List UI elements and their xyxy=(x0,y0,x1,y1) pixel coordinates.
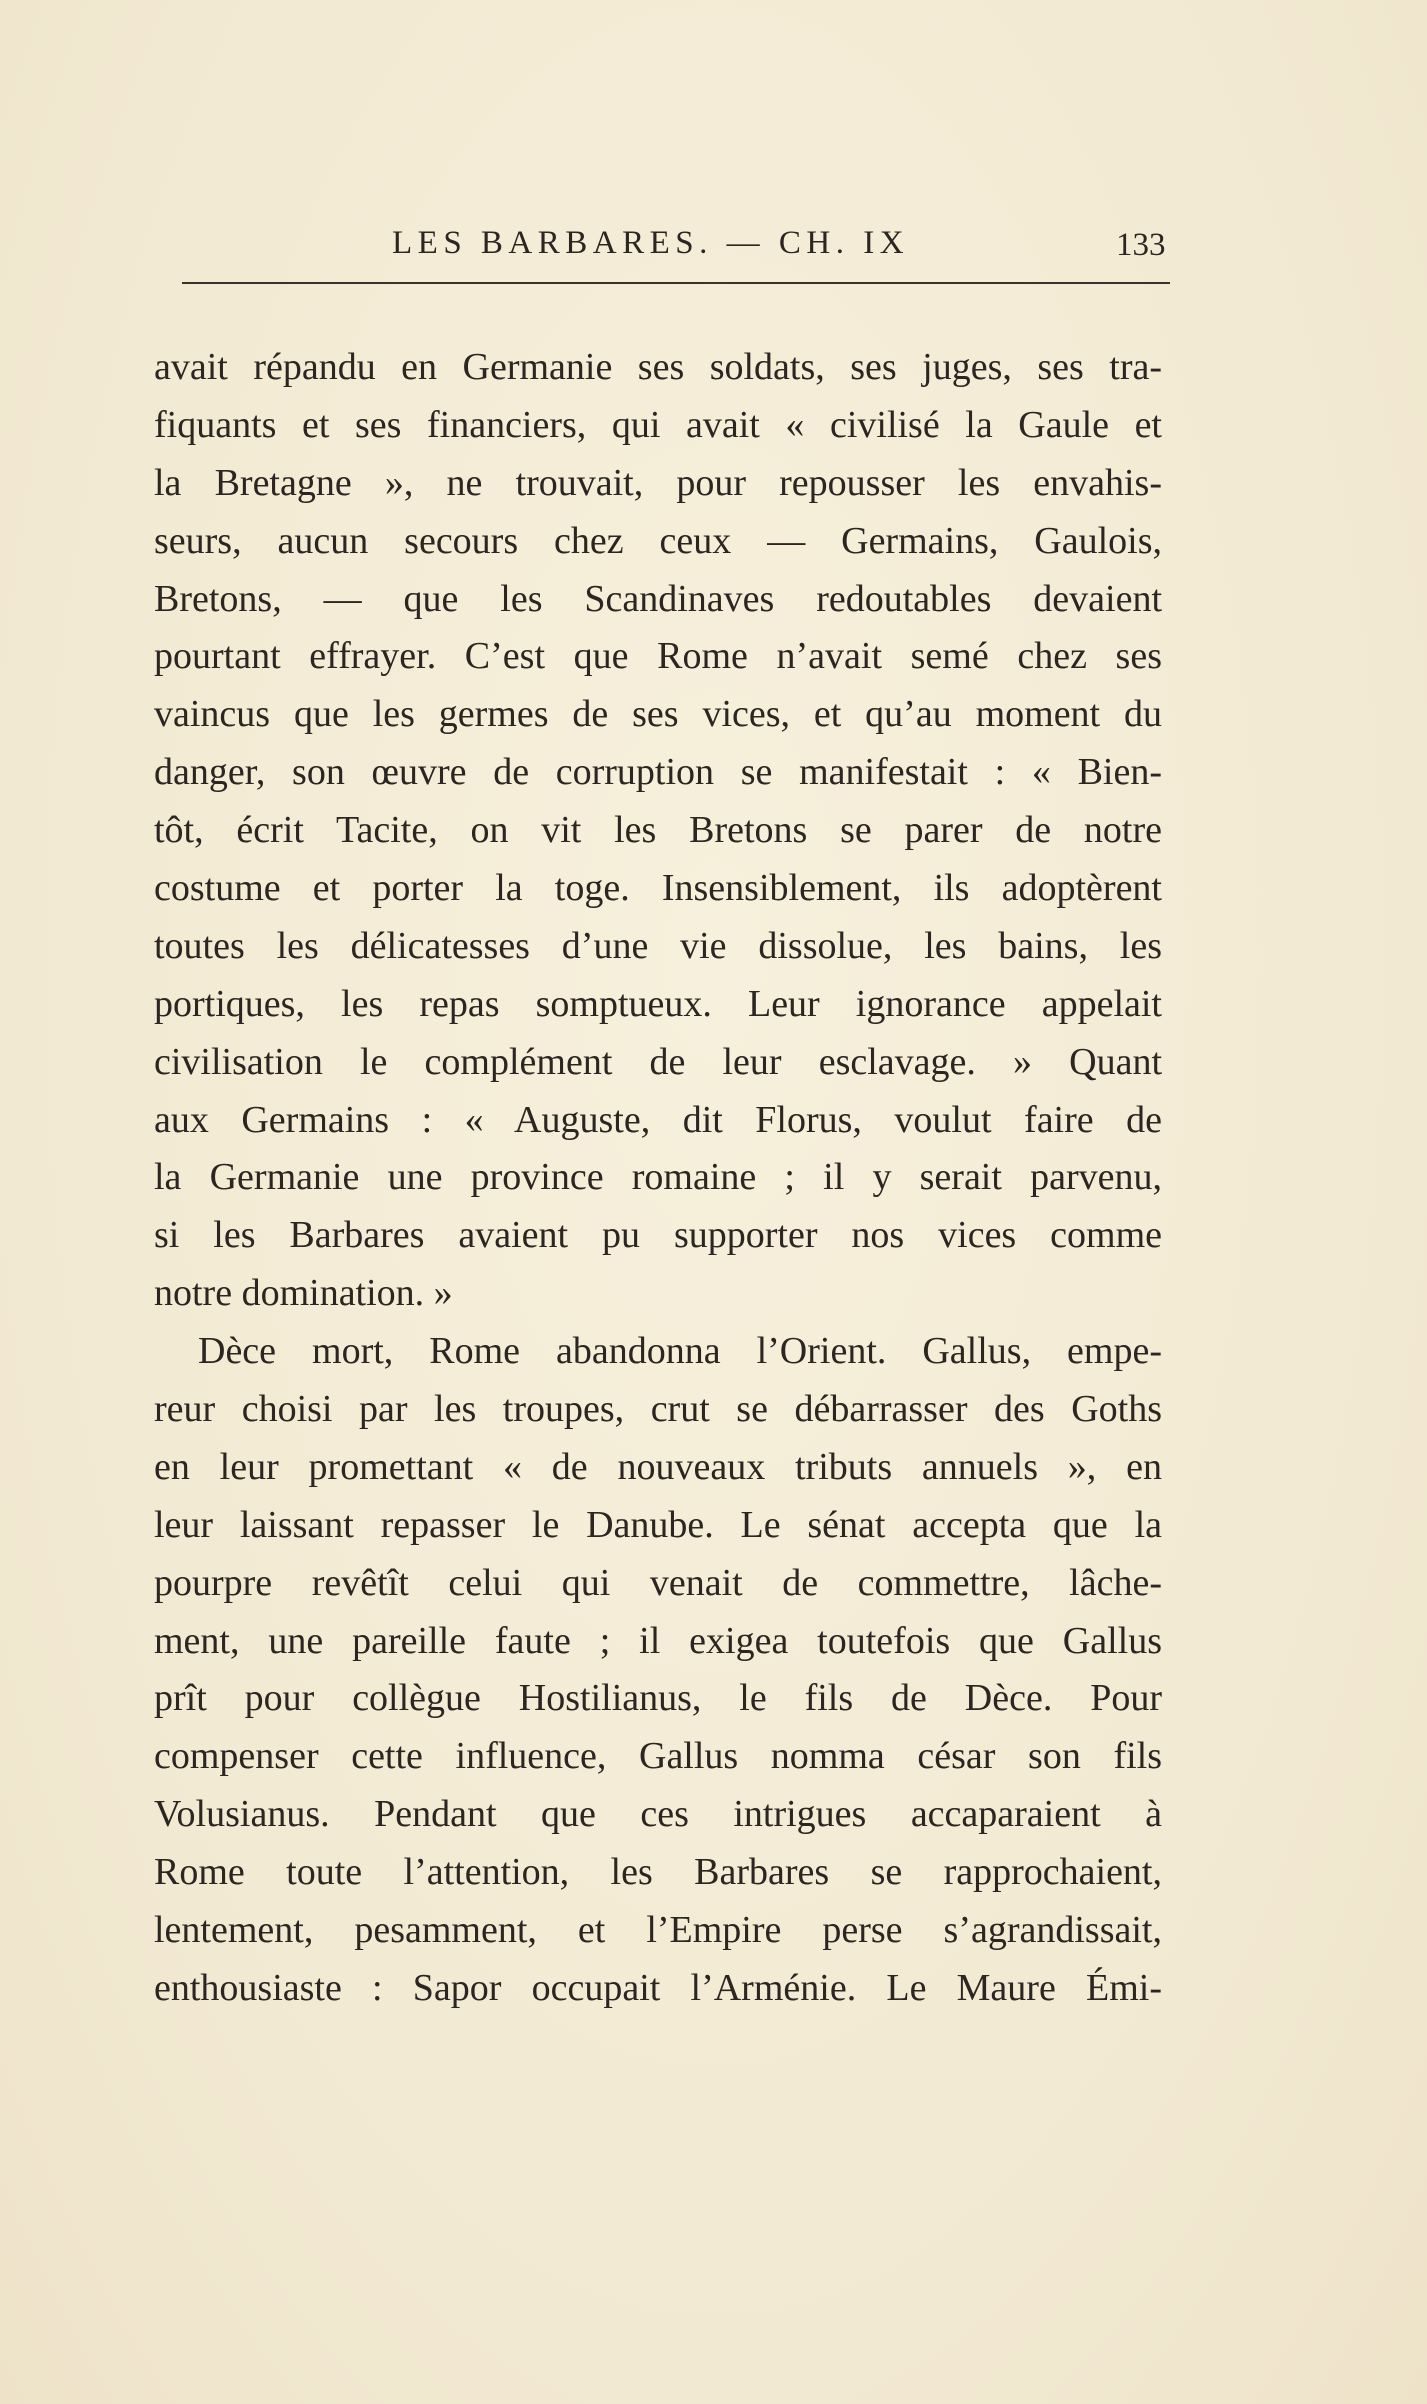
text-line: vaincus que les germes de ses vices, et qu’au moment du xyxy=(154,693,1162,736)
running-title: LES BARBARES. — CH. IX xyxy=(392,225,910,261)
text-line: pourtant effrayer. C’est que Rome n’avait semé chez ses xyxy=(154,635,1162,678)
text-line: lentement, pesamment, et l’Empire perse s’agrandissait, xyxy=(154,1909,1162,1952)
text-line: enthousiaste : Sapor occupait l’Arménie. Le Maure Émi- xyxy=(154,1966,1162,2009)
text-line: fiquants et ses financiers, qui avait « civilisé la Gaule et xyxy=(154,403,1162,446)
text-line: civilisation le complément de leur esclavage. » Quant xyxy=(154,1040,1162,1083)
text-line: danger, son œuvre de corruption se manifestait : « Bien- xyxy=(154,751,1162,794)
page-number: 133 xyxy=(1116,227,1166,263)
text-line: leur laissant repasser le Danube. Le sénat accepta que la xyxy=(154,1503,1162,1546)
text-line: pourpre revêtît celui qui venait de commettre, lâche- xyxy=(154,1561,1162,1604)
text-line: ment, une pareille faute ; il exigea toutefois que Gallus xyxy=(154,1619,1162,1662)
text-line: costume et porter la toge. Insensiblement, ils adoptèrent xyxy=(154,867,1162,910)
text-line: notre domination. » xyxy=(154,1272,453,1315)
text-line: si les Barbares avaient pu supporter nos vices comme xyxy=(154,1214,1162,1257)
text-line: prît pour collègue Hostilianus, le fils de Dèce. Pour xyxy=(154,1677,1162,1720)
text-line: Volusianus. Pendant que ces intrigues accaparaient à xyxy=(154,1793,1162,1836)
text-line: seurs, aucun secours chez ceux — Germains, Gaulois, xyxy=(154,519,1162,562)
body-text xyxy=(154,339,1162,2018)
header-rule xyxy=(182,282,1170,284)
text-line: aux Germains : « Auguste, dit Florus, voulut faire de xyxy=(154,1098,1162,1141)
text-line: en leur promettant « de nouveaux tributs annuels », en xyxy=(154,1445,1162,1488)
text-line: Bretons, — que les Scandinaves redoutables devaient xyxy=(154,577,1162,620)
text-line: Dèce mort, Rome abandonna l’Orient. Gallus, empe- xyxy=(198,1330,1162,1373)
text-line: la Germanie une province romaine ; il y serait parvenu, xyxy=(154,1156,1162,1199)
text-line: Rome toute l’attention, les Barbares se rapprochaient, xyxy=(154,1851,1162,1894)
text-line: la Bretagne », ne trouvait, pour repousser les envahis- xyxy=(154,461,1162,504)
text-line: tôt, écrit Tacite, on vit les Bretons se parer de notre xyxy=(154,809,1162,852)
text-line: compenser cette influence, Gallus nomma césar son fils xyxy=(154,1735,1162,1778)
text-line: portiques, les repas somptueux. Leur ignorance appelait xyxy=(154,982,1162,1025)
text-line: toutes les délicatesses d’une vie dissolue, les bains, les xyxy=(154,924,1162,967)
running-head xyxy=(0,218,1427,268)
text-line: avait répandu en Germanie ses soldats, ses juges, ses tra- xyxy=(154,346,1162,388)
text-line: reur choisi par les troupes, crut se débarrasser des Goths xyxy=(154,1388,1162,1431)
